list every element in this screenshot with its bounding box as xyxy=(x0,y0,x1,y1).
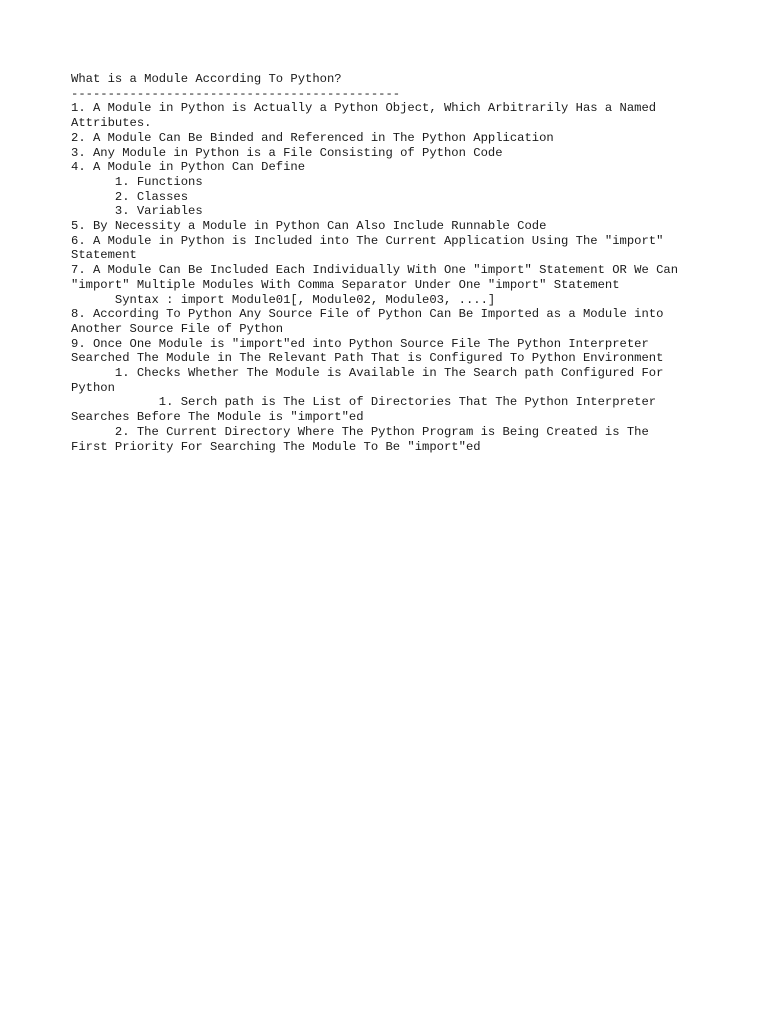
text-line: 1. Functions xyxy=(71,174,203,189)
text-line: 1. Checks Whether The Module is Available in The Search path Configured For xyxy=(71,366,664,381)
text-line: 7. A Module Can Be Included Each Individually With One "import" Statement OR We Can xyxy=(71,263,679,278)
text-line: 4. A Module in Python Can Define xyxy=(71,160,306,175)
text-line: "import" Multiple Modules With Comma Separator Under One "import" Statement xyxy=(71,277,620,292)
text-line: 3. Any Module in Python is a File Consisting of Python Code xyxy=(71,145,503,160)
syntax-line: Syntax : import Module01[, Module02, Module03, ....] xyxy=(71,292,496,307)
text-line: 2. Classes xyxy=(71,189,189,204)
text-line: 2. The Current Directory Where The Python Program is Being Created is The xyxy=(71,424,649,439)
title-underline: --------------------------------------------- xyxy=(71,86,401,101)
text-line: 6. A Module in Python is Included into The Current Application Using The "import" xyxy=(71,233,664,248)
text-line: Searched The Module in The Relevant Path That is Configured To Python Environment xyxy=(71,351,664,366)
text-line: 1. Serch path is The List of Directories That The Python Interpreter xyxy=(71,395,657,410)
text-line: 9. Once One Module is "import"ed into Python Source File The Python Interpreter xyxy=(71,336,649,351)
text-line: 8. According To Python Any Source File of Python Can Be Imported as a Module into xyxy=(71,307,664,322)
text-line: 3. Variables xyxy=(71,204,203,219)
document-title: What is a Module According To Python? xyxy=(71,72,342,86)
text-line: 2. A Module Can Be Binded and Referenced in The Python Application xyxy=(71,130,554,145)
text-line: First Priority For Searching The Module To Be "import"ed xyxy=(71,439,481,454)
text-line: Statement xyxy=(71,248,137,263)
text-line: Searches Before The Module is "import"ed xyxy=(71,410,364,425)
text-line: 1. A Module in Python is Actually a Python Object, Which Arbitrarily Has a Named xyxy=(71,101,657,116)
text-line: Attributes. xyxy=(71,116,152,131)
text-line: 5. By Necessity a Module in Python Can Also Include Runnable Code xyxy=(71,219,547,234)
text-line: Python xyxy=(71,380,115,395)
document-page xyxy=(71,72,711,454)
text-line: Another Source File of Python xyxy=(71,321,284,336)
